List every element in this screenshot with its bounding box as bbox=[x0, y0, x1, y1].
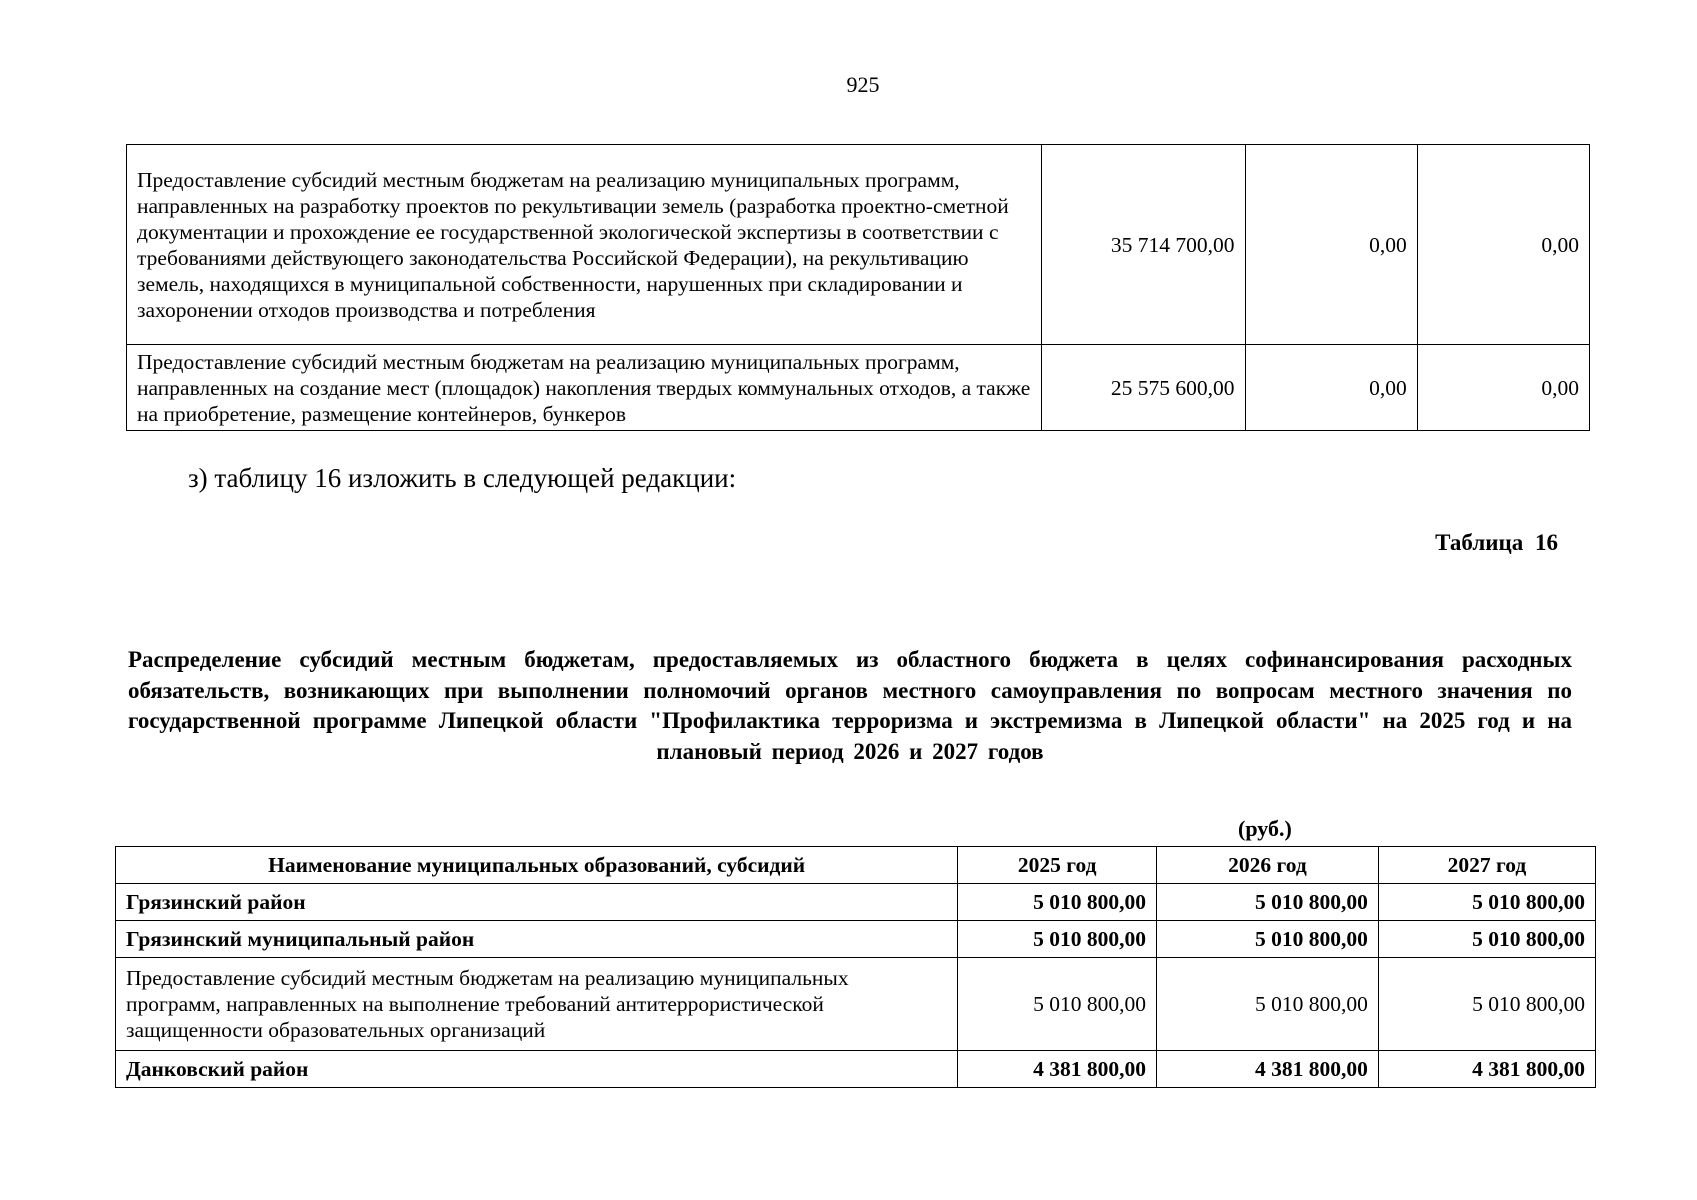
value-2026: 5 010 800,00 bbox=[1157, 958, 1379, 1051]
table-row bbox=[116, 921, 1596, 958]
value-2027: 4 381 800,00 bbox=[1378, 1051, 1595, 1088]
subsidy-name: Предоставление субсидий местным бюджетам на реализацию муниципальных программ, направленных на выполнение требований антитеррористической защищенности образовательных организаций bbox=[116, 958, 958, 1051]
municipality-name: Грязинский муниципальный район bbox=[116, 921, 958, 958]
previous-subsidy-table bbox=[126, 144, 1590, 431]
municipality-name: Грязинский район bbox=[116, 884, 958, 921]
subsidy-distribution-table bbox=[115, 846, 1596, 1088]
value-2025: 25 575 600,00 bbox=[1041, 345, 1245, 431]
table-row bbox=[116, 1051, 1596, 1088]
table-row bbox=[116, 958, 1596, 1051]
value-2026: 0,00 bbox=[1245, 345, 1417, 431]
value-2025: 5 010 800,00 bbox=[958, 921, 1157, 958]
value-2027: 5 010 800,00 bbox=[1378, 921, 1595, 958]
value-2025: 5 010 800,00 bbox=[958, 958, 1157, 1051]
header-2025: 2025 год bbox=[958, 847, 1157, 884]
value-2027: 5 010 800,00 bbox=[1378, 884, 1595, 921]
value-2027: 0,00 bbox=[1417, 345, 1589, 431]
value-2027: 0,00 bbox=[1417, 145, 1589, 345]
subsidy-name: Предоставление субсидий местным бюджетам на реализацию муниципальных программ, направленных на разработку проектов по рекультивации земель (разработка проектно-сметной документации и прохождение ее государственной экологической экспертизы в соответствии с требованиями действующего законодательства Российской Федерации), на рекультивацию земель, находящихся в муниципальной собственности, нарушенных при складировании и захоронении отходов производства и потребления bbox=[127, 145, 1042, 345]
value-2025: 5 010 800,00 bbox=[958, 884, 1157, 921]
value-2026: 5 010 800,00 bbox=[1157, 884, 1379, 921]
table-label: Таблица 16 bbox=[1435, 530, 1558, 555]
value-2026: 0,00 bbox=[1245, 145, 1417, 345]
value-2026: 4 381 800,00 bbox=[1157, 1051, 1379, 1088]
header-name: Наименование муниципальных образований, субсидий bbox=[116, 847, 958, 884]
table-title: Распределение субсидий местным бюджетам, предоставляемых из областного бюджета в целях софинансирования расходных обязательств, возникающих при выполнении полномочий органов местного самоуправления по вопросам местного значения по государственной программе Липецкой области "Профилактика терроризма и экстремизма в Липецкой области" на 2025 год и на плановый период 2026 и 2027 годов bbox=[128, 647, 1572, 764]
header-2026: 2026 год bbox=[1157, 847, 1379, 884]
amendment-instruction: з) таблицу 16 изложить в следующей редакции: bbox=[188, 463, 737, 493]
table-row bbox=[127, 145, 1590, 345]
page-number: 925 bbox=[846, 72, 880, 97]
value-2026: 5 010 800,00 bbox=[1157, 921, 1379, 958]
value-2025: 4 381 800,00 bbox=[958, 1051, 1157, 1088]
table-row bbox=[116, 884, 1596, 921]
table-row bbox=[127, 345, 1590, 431]
value-2025: 35 714 700,00 bbox=[1041, 145, 1245, 345]
header-2027: 2027 год bbox=[1378, 847, 1595, 884]
municipality-name: Данковский район bbox=[116, 1051, 958, 1088]
table-header-row bbox=[116, 847, 1596, 884]
units-label: (руб.) bbox=[1238, 816, 1292, 841]
value-2027: 5 010 800,00 bbox=[1378, 958, 1595, 1051]
subsidy-name: Предоставление субсидий местным бюджетам на реализацию муниципальных программ, направленных на создание мест (площадок) накопления твердых коммунальных отходов, а также на приобретение, размещение контейнеров, бункеров bbox=[127, 345, 1042, 431]
